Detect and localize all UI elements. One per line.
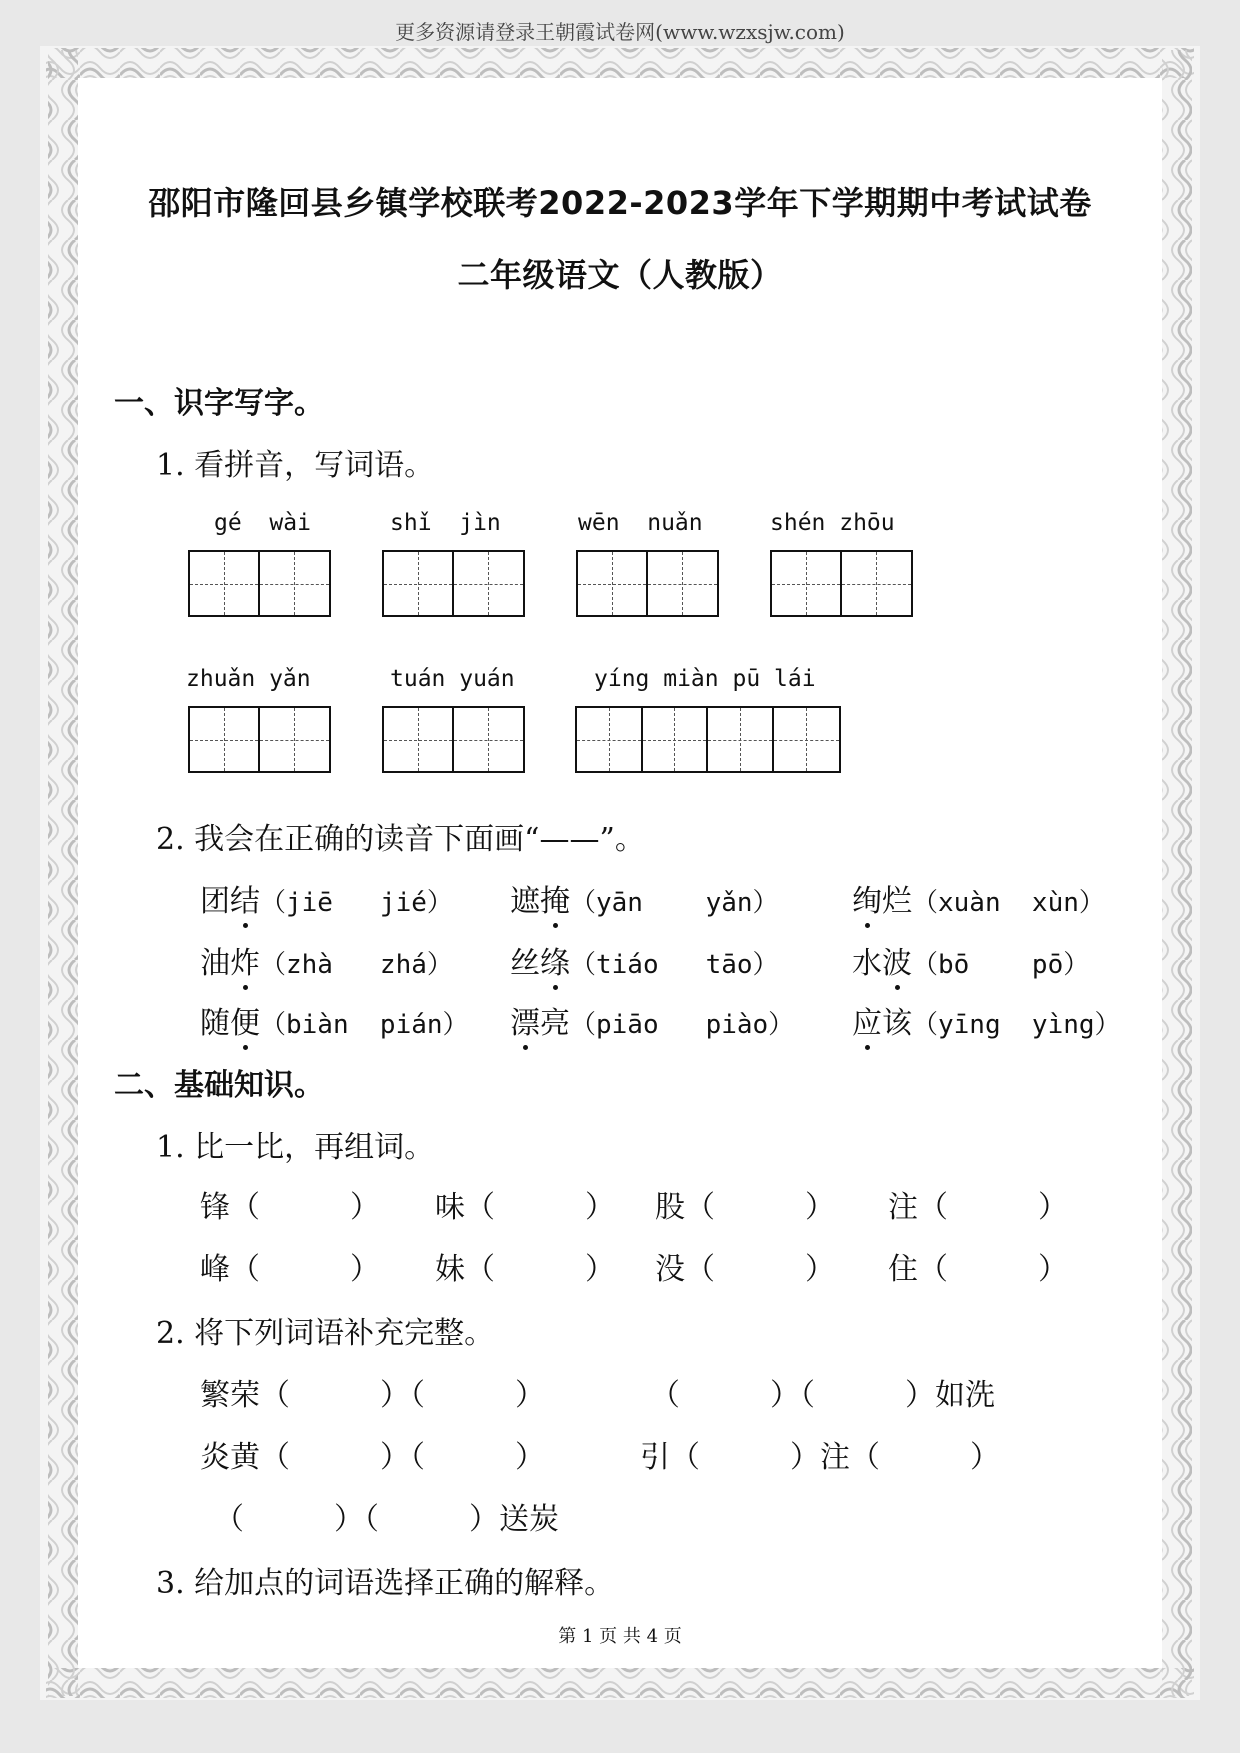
pronunciation-item: 漂亮（piāo piào） xyxy=(510,998,794,1042)
section1-q2-prompt: 2. 我会在正确的读音下面画“——”。 xyxy=(156,822,645,857)
pronunciation-item: 应该（yīng yìng） xyxy=(852,998,1121,1042)
exam-subtitle: 二年级语文（人教版） xyxy=(457,256,783,294)
idiom-fill-item[interactable]: （ ）（ ）如洗 xyxy=(650,1378,995,1413)
writing-grid[interactable] xyxy=(575,706,841,773)
pinyin-label: zhuǎn yǎn xyxy=(186,666,311,692)
exam-title: 邵阳市隆回县乡镇学校联考2022-2023学年下学期期中考试试卷 xyxy=(148,184,1092,222)
pronunciation-item: 团结（jiē jié） xyxy=(200,876,453,920)
pinyin-label: tuán yuán xyxy=(390,666,515,692)
pinyin-label: shén zhōu xyxy=(770,510,895,536)
paper-sheet xyxy=(78,78,1162,1668)
pronunciation-item: 丝绦（tiáo tāo） xyxy=(510,938,779,982)
word-pair-item[interactable]: 住（ ） xyxy=(888,1252,1068,1287)
pinyin-label: gé wài xyxy=(214,510,311,536)
pronunciation-item: 随便（biàn pián） xyxy=(200,998,469,1042)
idiom-fill-item[interactable]: 引（ ）注（ ） xyxy=(640,1440,1000,1475)
pinyin-label: yíng miàn pū lái xyxy=(594,666,816,692)
writing-grid[interactable] xyxy=(770,550,913,617)
section2-q2-prompt: 2. 将下列词语补充完整。 xyxy=(156,1316,495,1351)
word-pair-item[interactable]: 注（ ） xyxy=(888,1190,1068,1225)
writing-grid[interactable] xyxy=(576,550,719,617)
pinyin-label: shǐ jìn xyxy=(390,510,501,536)
pronunciation-item: 绚烂（xuàn xùn） xyxy=(852,876,1105,920)
word-pair-item[interactable]: 峰（ ） xyxy=(200,1252,380,1287)
section2-q3-prompt: 3. 给加点的词语选择正确的解释。 xyxy=(156,1566,615,1601)
word-pair-item[interactable]: 锋（ ） xyxy=(200,1190,380,1225)
pronunciation-item: 遮掩（yān yǎn） xyxy=(510,876,779,920)
word-pair-item[interactable]: 股（ ） xyxy=(655,1190,835,1225)
section2-q1-prompt: 1. 比一比，再组词。 xyxy=(156,1130,435,1165)
pinyin-label: wēn nuǎn xyxy=(578,510,703,536)
writing-grid[interactable] xyxy=(188,706,331,773)
section1-heading: 一、识字写字。 xyxy=(114,386,324,421)
writing-grid[interactable] xyxy=(188,550,331,617)
idiom-fill-item[interactable]: 炎黄（ ）（ ） xyxy=(200,1440,545,1475)
pronunciation-item: 油炸（zhà zhá） xyxy=(200,938,453,982)
site-banner: 更多资源请登录王朝霞试卷网(www.wzxsjw.com) xyxy=(395,20,845,44)
section1-q1-prompt: 1. 看拼音，写词语。 xyxy=(156,448,435,483)
writing-grid[interactable] xyxy=(382,706,525,773)
idiom-fill-item[interactable]: 繁荣（ ）（ ） xyxy=(200,1378,545,1413)
idiom-fill-item[interactable]: （ ）（ ）送炭 xyxy=(214,1502,559,1537)
section2-heading: 二、基础知识。 xyxy=(114,1068,324,1103)
word-pair-item[interactable]: 味（ ） xyxy=(435,1190,615,1225)
pronunciation-item: 水波（bō pō） xyxy=(852,938,1089,982)
word-pair-item[interactable]: 妹（ ） xyxy=(435,1252,615,1287)
writing-grid[interactable] xyxy=(382,550,525,617)
word-pair-item[interactable]: 没（ ） xyxy=(655,1252,835,1287)
page-footer: 第 1 页 共 4 页 xyxy=(558,1626,682,1647)
